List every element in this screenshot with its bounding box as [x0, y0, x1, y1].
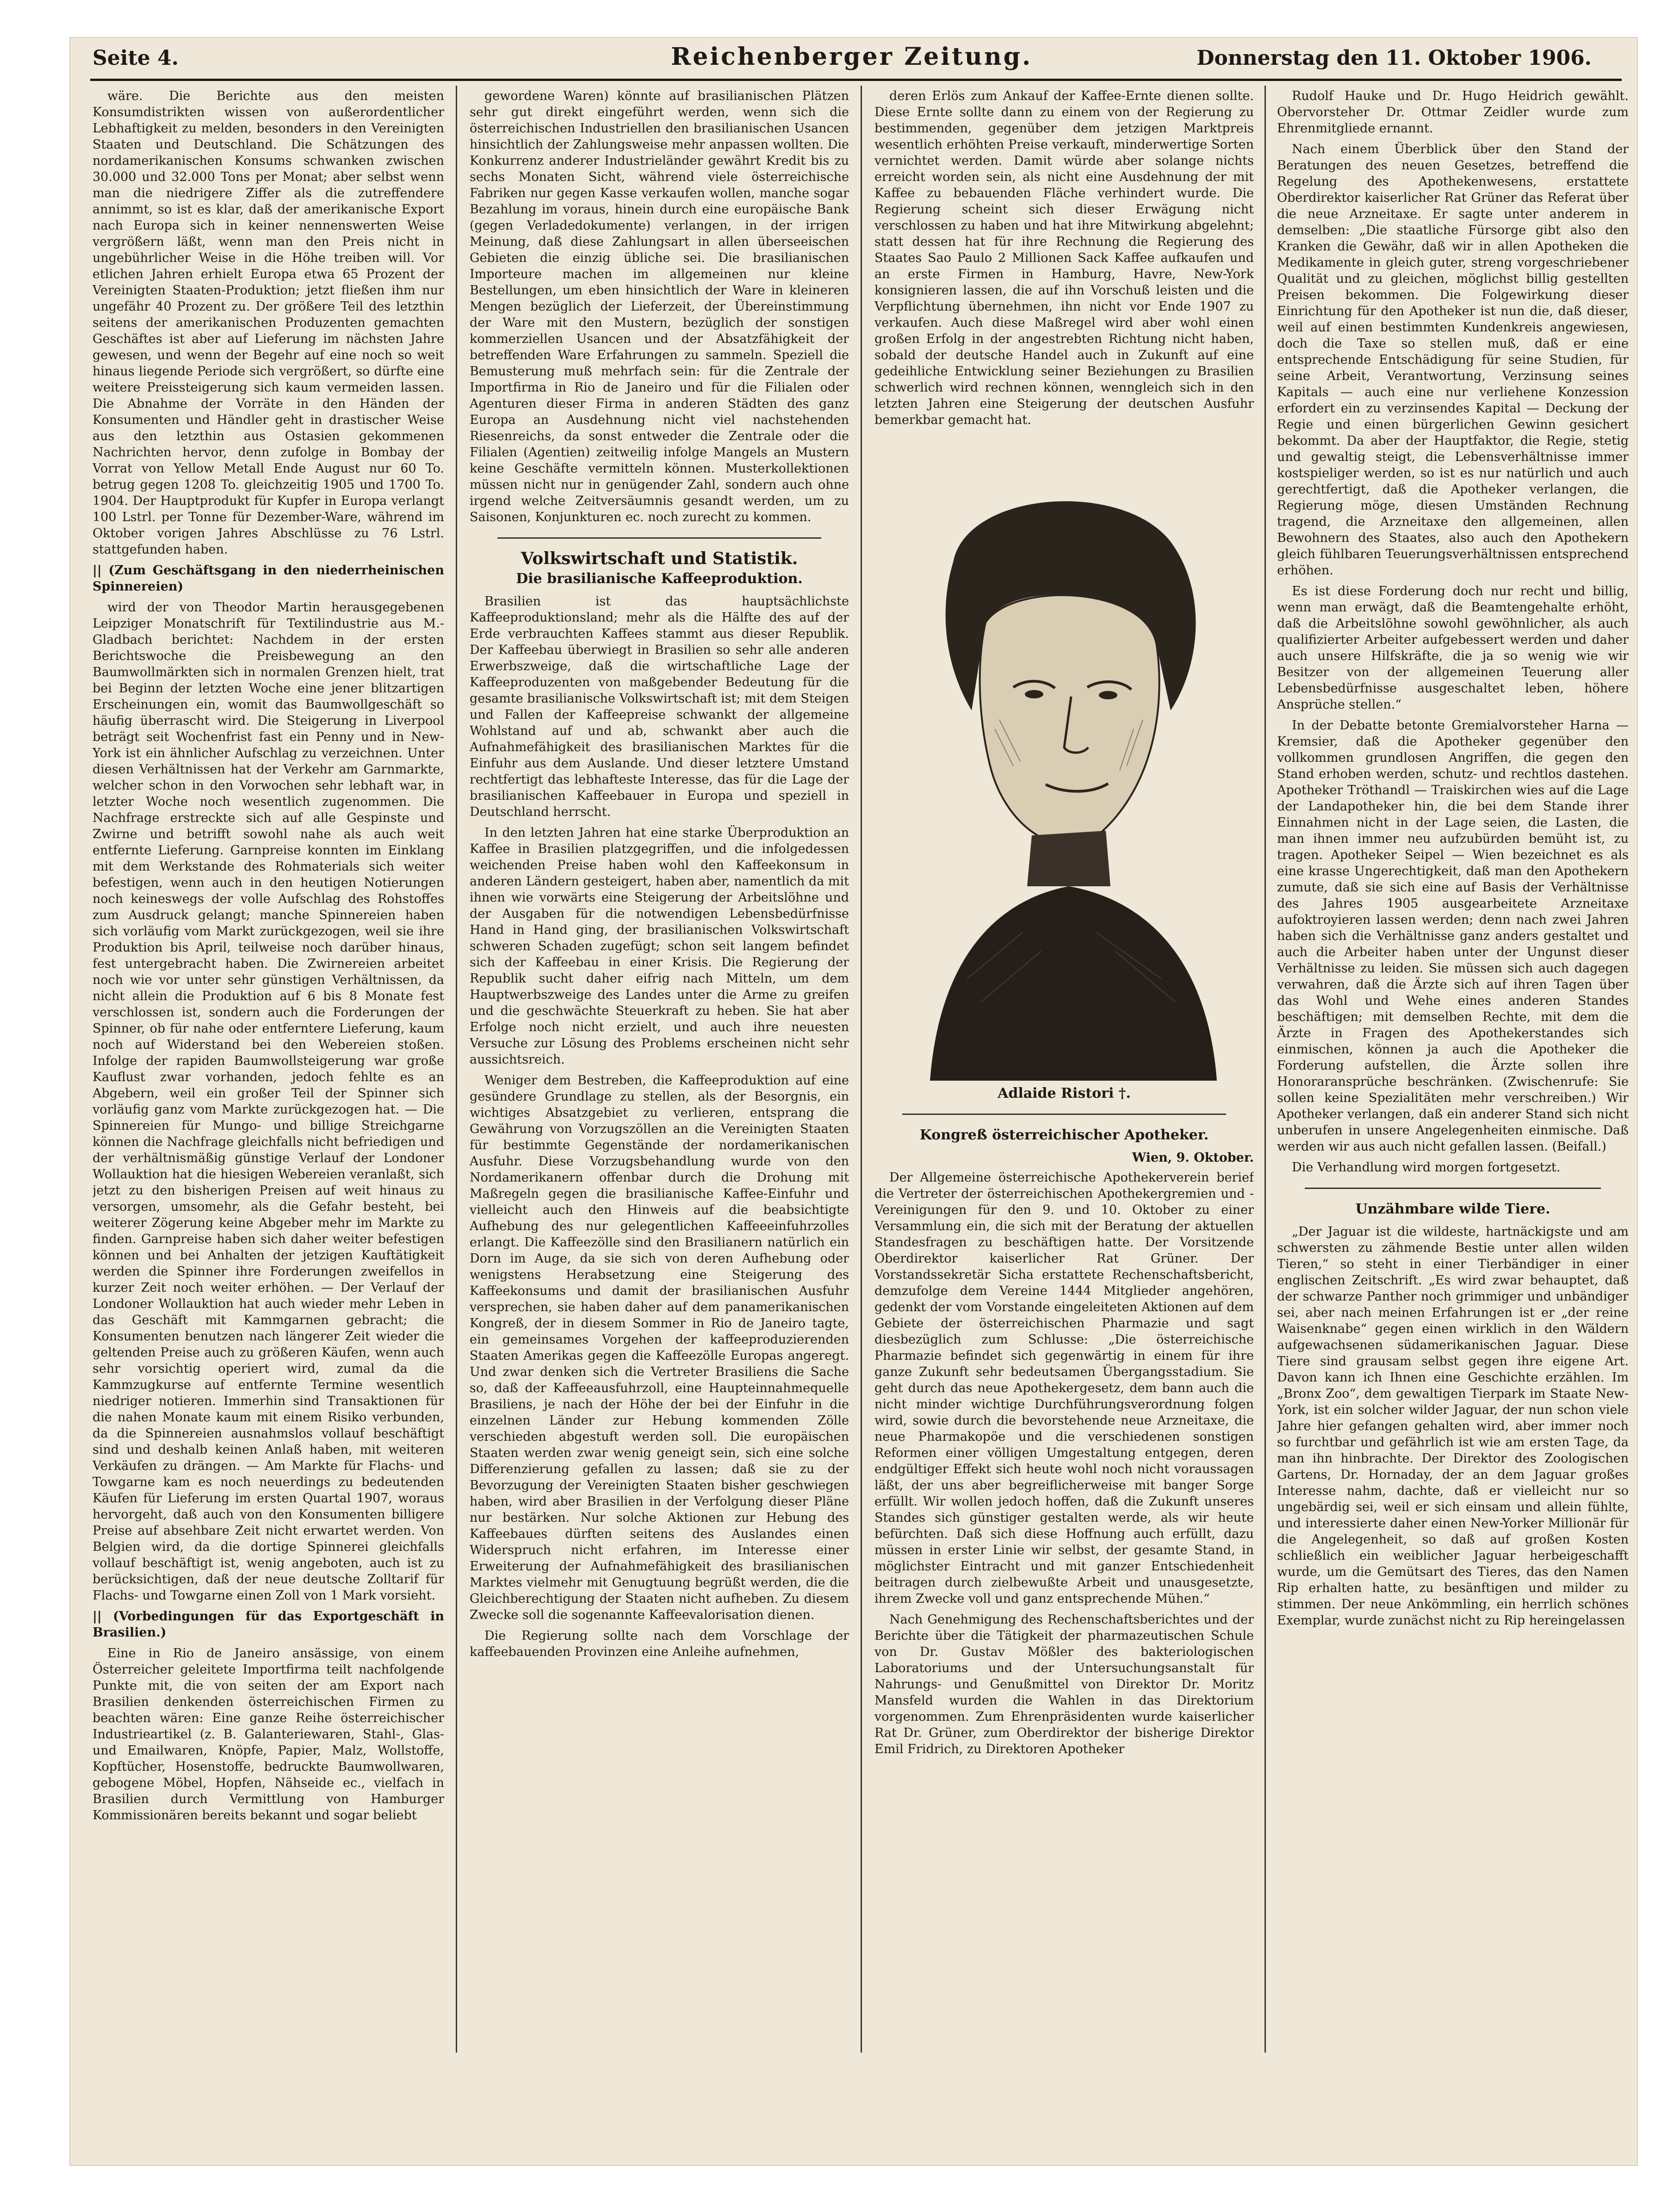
article-title: Die brasilianische Kaffeeproduktion.	[516, 571, 803, 587]
page-header	[93, 43, 1619, 75]
article-paragraph: Der Allgemeine österreichische Apothekerverein berief die Vertreter der österreichischen Apothekergremien und -Vereinigungen für den 9. und 10. Oktober zu einer Versammlung ein, die sich mit der Beratung der aktuellen Standesfragen zu beschäftigen hatte. Der Vorsitzende Oberdirektor kaiserlicher Rat Grüner. Der Vorstandssekretär Sicha erstattete Rechenschaftsbericht, demzufolge dem Vereine 1444 Mitglieder angehören, gedenkt der vom Vorstande eingeleiteten Aktionen auf dem Gebiete der österreichischen Pharmazie und sagt diesbezüglich zum Schlusse: „Die österreichische Pharmazie befindet sich gegenwärtig in einem für ihre ganze Zukunft sehr bedeutsamen Übergangsstadium. Sie geht durch das neue Apothekergesetz, dem bann auch die nicht minder wichtige Durchführungsverordnung folgen wird, sowie durch die bevorstehende neue Arzneitaxe, die neue Pharmakopöe und die verschiedenen sonstigen Reformen einer völligen Umgestaltung entgegen, deren endgültiger Effekt sich heute wohl noch nicht voraussagen läßt, der uns aber begreiflicherweise mit banger Sorge erfüllt. Wir wollen jedoch hoffen, daß die Zukunft unseres Standes sich günstiger gestalten werde, als wir heute befürchten. Daß sich diese Hoffnung auch erfüllt, dazu müssen in erster Linie wir selbst, der gesamte Stand, in möglichster Eintracht und mit ganzer Entschiedenheit beitragen durch zielbewußte Arbeit und unausgesetzte, ihrem Zwecke voll und ganz entsprechende Mühen.“	[874, 1170, 1254, 1606]
column-1	[93, 88, 444, 2050]
article-paragraph: In den letzten Jahren hat eine starke Überproduktion an Kaffee in Brasilien platzgegriffen, und die infolgedessen weichenden Preise haben wohl den Kaffeekonsum in anderen Ländern gesteigert, haben aber, namentlich da mit ihnen wie vorwärts eine Steigerung der Arbeitslöhne und der Ausgaben für die notwendigen Lebensbedürfnisse Hand in Hand ging, der brasilianischen Volkswirtschaft schweren Schaden zugefügt; schon seit langem befindet sich der Kaffeebau in einer Krisis. Die Regierung der Republik sucht daher eifrig nach Mitteln, um dem Hauptwerbszweige des Landes unter die Arme zu greifen und die geschwächte Steuerkraft zu heben. Sie hat aber Erfolge noch nicht erzielt, und auch ihre neuesten Versuche zur Lösung des Problems erscheinen nicht sehr aussichtsreich.	[470, 826, 849, 1067]
article-heading: || (Vorbedingungen für das Exportgeschäft in Brasilien.)	[93, 1609, 444, 1640]
issue-date: Donnerstag den 11. Oktober 1906.	[1196, 46, 1592, 70]
article-paragraph: Brasilien ist das hauptsächlichste Kaffeeproduktionsland; mehr als die Hälfte des auf der Erde verbrauchten Kaffees stammt aus dieser Republik. Der Kaffeebau überwiegt in Brasilien so sehr alle anderen Erwerbszweige, daß die wirtschaftliche Lage der Kaffeeproduzenten von maßgebender Bedeutung für die gesamte brasilianische Volkswirtschaft ist; mit dem Steigen und Fallen der Kaffeepreise schwankt der allgemeine Wohlstand auf und ab, schwankt aber auch die Aufnahmefähigkeit des brasilianischen Marktes für die Einfuhr aus dem Auslande. Und dieser letztere Umstand rechtfertigt das lebhafteste Interesse, das für die Lage der brasilianischen Kaffeebauer in Europa und speziell in Deutschland herrscht.	[470, 594, 849, 819]
column-divider	[456, 86, 457, 2053]
page-label: Seite 4.	[93, 46, 179, 70]
article-paragraph: Weniger dem Bestreben, die Kaffeeproduktion auf eine gesündere Grundlage zu stellen, als der Besorgnis, ein wichtiges Absatzgebiet zu verlieren, entsprang die Gewährung von Vorzugszöllen an die Vereinigten Staaten für bestimmte Gegenstände der nordamerikanischen Ausfuhr. Diese Vorzugsbehandlung wurde von den Nordamerikanern offenbar durch die Drohung mit Maßregeln gegen die brasilianische Kaffee-Einfuhr und vielleicht auch den Hinweis auf die beabsichtigte Aufhebung des nur gelegentlichen Kaffeeeinfuhrzolles erlangt. Die Kaffeezölle sind den Brasilianern natürlich ein Dorn im Auge, da sie sich von deren Aufhebung oder wenigstens Herabsetzung eine Steigerung des Kaffeekonsums und damit der brasilianischen Ausfuhr versprechen, sie haben daher auf dem panamerikanischen Kongreß, der in diesem Sommer in Rio de Janeiro tagte, ein gemeinsames Vorgehen der kaffeeproduzierenden Staaten Amerikas gegen die Kaffeezölle Europas angeregt. Und zwar denken sich die Vertreter Brasiliens die Sache so, daß der Kaffeeausfuhrzoll, eine Haupteinnahmequelle Brasiliens, je nach der Höhe der bei der Einfuhr in die einzelnen Länder zur Hebung kommenden Zölle verschieden abgestuft werden soll. Die europäischen Staaten werden zwar wenig geneigt sein, sich eine solche Differenzierung gefallen zu lassen; daß sie zu der Bevorzugung der Vereinigten Staaten bisher geschwiegen haben, wird aber Brasilien in der Verfolgung dieser Pläne nur bestärken. Nur solche Aktionen zur Hebung des Kaffeebaues dürften seitens des Auslandes einen Widerspruch nicht erfahren, im Interesse einer Erweiterung der Aufnahmefähigkeit des brasilianischen Marktes vielmehr mit Genugtuung begrüßt werden, die die Gleichberechtigung der Staaten nicht aufheben. Zu diesem Zwecke soll die sogenannte Kaffeevalorisation dienen.	[470, 1073, 849, 1622]
article-paragraph: In der Debatte betonte Gremialvorsteher Harna — Kremsier, daß die Apotheker gegenüber den vollkommen grundlosen Angriffen, die gegen den Stand erhoben werden, schutz- und rechtlos dastehen. Apotheker Tröthandl — Traiskirchen wies auf die Lage der Landapotheker hin, die bei dem Stande ihrer Einnahmen nicht in der Lage seien, die Lasten, die man ihnen immer neu aufzubürden bemüht ist, zu tragen. Apotheker Seipel — Wien bezeichnet es als eine krasse Ungerechtigkeit, daß man den Apothekern zumute, daß sie sich eine auf Basis der Verhältnisse des Jahres 1905 ausgearbeitete Arzneitaxe aufoktroyieren lassen werden; denn nach zwei Jahren haben sich die Verhältnisse ganz anders gestaltet und auch die Arbeiter haben unter der Ungunst dieser Verhältnisse zu leiden. Sie müssen sich auch dagegen verwahren, daß die Ärzte sich auf ihren Tagen über das Wohl und Wehe eines anderen Standes beschäftigen; mit demselben Rechte, mit dem die Ärzte in Fragen des Apothekerstandes sich einmischen, können ja auch die Apotheker die Forderung aufstellen, die Ärzte sollen ihre Honoraransprüche beschränken. (Zwischenrufe: Sie sollen keine Spezialitäten mehr verschreiben.) Wir Apotheker verlangen, daß ein anderer Stand sich nicht unberufen in unsere Angelegenheiten einmische. Daß werden wir aus auch nicht gefallen lassen. (Beifall.)	[1277, 718, 1629, 1154]
section-separator	[902, 1114, 1226, 1115]
article-paragraph: wird der von Theodor Martin herausgegebenen Leipziger Monatschrift für Textilindustrie aus M.-Gladbach berichtet: Nachdem in der ersten Berichtswoche die Preisbewegung an den Baumwollmärkten sich in normalen Grenzen hielt, trat bei Beginn der letzten Woche eine jener blitzartigen Erscheinungen ein, womit das Baumwollgeschäft so häufig überrascht wird. Die Steigerung in Liverpool beträgt seit Wochenfrist fast ein Penny und in New-York ist ein ähnlicher Aufschlag zu verzeichnen. Unter diesen Verhältnissen hat der Verkehr am Garnmarkte, welcher schon in den Vorwochen sehr lebhaft war, in letzter Woche noch wesentlich zugenommen. Die Nachfrage erstreckte sich auf alle Gespinste und Zwirne und betrifft sowohl nahe als auch weit entfernte Lieferung. Garnpreise konnten im Einklang mit dem Werkstande des Rohmaterials sich weiter befestigen, wenn auch in den heutigen Notierungen noch keineswegs der volle Aufschlag des Rohstoffes zum Ausdruck gelangt; manche Spinnereien haben sich vorläufig vom Markt zurückgezogen, weil sie ihre Produktion bis April, teilweise noch darüber hinaus, fest untergebracht haben. Die Zwirnereien arbeitet noch wie vor unter sehr günstigen Verhältnissen, da nicht allein die Produktion auf 6 bis 8 Monate fest verschlossen ist, sondern auch die Forderungen der Spinner, ob für nahe oder entferntere Lieferung, kaum noch auf Widerstand bei den Webereien stoßen. Infolge der rapiden Baumwollsteigerung war große Kauflust zwar vorhanden, jedoch fehlte es an Abgebern, weil ein großer Teil der Spinner sich vorläufig ganz vom Markte zurückgezogen hat. — Die Spinnereien für Mungo- und billige Streichgarne können die Nachfrage gleichfalls nicht befriedigen und der verhältnismäßig günstige Verlauf der Londoner Wollauktion hat die hiesigen Webereien veranlaßt, sich jetzt zu den bisherigen Preisen auf weit hinaus zu versorgen, umsomehr, als die Gefahr besteht, bei weiterer Zögerung keine Abgeber mehr im Markte zu finden. Garnpreise haben sich daher weiter befestigen können und bei Anhalten der jetzigen Kauftätigkeit werden die Spinner ihre Forderungen zweifellos in kurzer Zeit noch weiter erhöhen. — Der Verlauf der Londoner Wollauktion hat auch wieder mehr Leben in das Geschäft mit Kammgarnen gebracht; die Konsumenten benutzen nach längerer Zeit wieder die geltenden Preise auch zu größeren Käufen, wenn auch sehr vorsichtig operiert wird, zumal da die Kammzugkurse auf entfernte Termine wesentlich niedriger notieren. Immerhin sind Transaktionen für die nahen Monate kaum mit einem Risiko verbunden, da die Spinnereien ausnahmslos vollauf beschäftigt sind und deshalb keinen Anlaß haben, mit weiteren Verkäufen zu drängen. — Am Markte für Flachs- und Towgarne kam es noch neuerdings zu bedeutenden Käufen für Lieferung im ersten Quartal 1907, woraus hervorgeht, daß auch von den Konsumenten billigere Preise auf absehbare Zeit nicht erwartet werden. Von Belgien wird, da die dortige Spinnerei gleichfalls vollauf beschäftigt ist, wenig angeboten, auch ist zu berücksichtigen, daß der neue deutsche Zolltarif für Flachs- und Towgarne einen Zoll von 1 Mark vorsieht.	[93, 600, 444, 1603]
article-paragraph: „Der Jaguar ist die wildeste, hartnäckigste und am schwersten zu zähmende Bestie unter allen wilden Tieren,“ so steht in einer Tierbändiger in einer englischen Zeitschrift. „Es wird zwar behauptet, daß der schwarze Panther noch grimmiger und unbändiger sei, aber nach meinen Erfahrungen ist er „der reine Waisenknabe“ gegen einen wirklich in den Wäldern aufgewachsenen südamerikanischen Jaguar. Diese Tiere sind grausam selbst gegen ihre eigene Art. Davon kann ich Ihnen eine Geschichte erzählen. Im „Bronx Zoo“, dem gewaltigen Tierpark im Staate New-York, ist ein solcher wilder Jaguar, der nun schon viele Jahre hier gefangen gehalten wird, aber immer noch so furchtbar und gefährlich ist wie am ersten Tage, da man ihn hinbrachte. Der Direktor des Zoologischen Gartens, Dr. Hornaday, der an dem Jaguar großes Interesse nahm, dachte, daß er vielleicht nur so ungebärdig sei, weil er sich einsam und allein fühlte, und interessierte daher einen New-Yorker Millionär für die Angelegenheit, so daß auf großen Kosten schließlich ein weiblicher Jaguar herbeigeschafft wurde, um die Gemütsart des Tieres, das den Namen Rip erhalten hatte, zu besänftigen und milder zu stimmen. Der neue Ankömmling, ein herrlich schönes Exemplar, wurde zunächst nicht zu Rip hereingelassen	[1277, 1225, 1629, 1628]
section-separator	[497, 537, 821, 539]
article-paragraph: deren Erlös zum Ankauf der Kaffee-Ernte dienen sollte. Diese Ernte sollte dann zu einem von der Regierung zu bestimmenden, gegenüber dem jetzigen Marktpreis wesentlich erhöhten Preise verkauft, minderwertige Sorten vernichtet werden. Damit würde aber solange nichts erreicht worden sein, als nicht eine Ausdehnung der mit Kaffee zu bebauenden Fläche verhindert wurde. Die Regierung scheint sich dieser Erwägung nicht verschlossen zu haben und hat ihre Mitwirkung abgelehnt; statt dessen hat für ihre Rechnung die Regierung des Staates Sao Paulo 2 Millionen Sack Kaffee aufkaufen und an erste Firmen in Hamburg, Havre, New-York konsignieren lassen, die auf ihn Vorschuß leisten und die Verpflichtung übernehmen, ihn nicht vor Ende 1907 zu verkaufen. Auch diese Maßregel wird aber wohl einen großen Erfolg in der angestrebten Richtung nicht haben, sobald der deutsche Handel auch in Zukunft auf eine gedeihliche Entwicklung seiner Beziehungen zu Brasilien schwerlich wird rechnen können, wenngleich sich in den letzten Jahren eine Steigerung der deutschen Ausfuhr bemerkbar gemacht hat.	[874, 89, 1254, 427]
section-separator	[1305, 1188, 1601, 1189]
column-divider	[861, 86, 862, 2053]
column-divider	[1265, 86, 1266, 2053]
column-3	[874, 88, 1254, 2050]
article-paragraph: wäre. Die Berichte aus den meisten Konsumdistrikten wissen von außerordentlicher Lebhaftigkeit zu melden, besonders in den Vereinigten Staaten und Deutschland. Die Schätzungen des nordamerikanischen Konsums schwanken zwischen 30.000 und 32.000 Tons per Monat; aber selbst wenn man die niedrigere Ziffer als die zutreffendere annimmt, so ist es klar, daß der amerikanische Export nach Europa sich in keiner nennenswerten Weise vergrößern läßt, wenn man den Preis nicht in ungebührlicher Weise in die Höhe treiben will. Vor etlichen Jahren erhielt Europa etwa 65 Prozent der Vereinigten Staaten-Produktion; jetzt fließen ihm nur ungefähr 40 Prozent zu. Der größere Teil des letzthin seitens der amerikanischen Produzenten gemachten Geschäftes ist aber auf Lieferung im nächsten Jahre gewesen, und wenn der Begehr auf eine noch so weit hinaus liegende Periode sich vergrößert, so dürfte eine weitere Preissteigerung sich kaum vermeiden lassen. Die Abnahme der Vorräte in den Händen der Konsumenten und Händler geht in drastischer Weise aus den letzthin aus Ostasien gekommenen Nachrichten hervor, denn zufolge in Bombay der Vorrat von Yellow Metall Ende August nur 60 To. betrug gegen 1208 To. gleichzeitig 1905 und 1700 To. 1904. Der Hauptprodukt für Kupfer in Europa verlangt 100 Lstrl. per Tonne für Dezember-Ware, während im Oktober vorigen Jahres Abschlüsse zu 76 Lstrl. stattgefunden haben.	[93, 89, 444, 557]
newspaper-title: Reichenberger Zeitung.	[671, 43, 1033, 71]
header-rule	[90, 79, 1622, 81]
article-paragraph: Nach einem Überblick über den Stand der Beratungen des neuen Gesetzes, betreffend die Regelung des Apothekenwesens, erstattete Oberdirektor kaiserlicher Rat Grüner das Referat über die neue Arzneitaxe. Er sagte unter anderem in demselben: „Die staatliche Fürsorge gibt also den Kranken die Gewähr, daß wir in allen Apotheken die Medikamente in gleich guter, streng vorgeschriebener Qualität und zu gleichen, möglichst billig gestellten Preisen bekommen. Die Folgewirkung dieser Einrichtung für den Apotheker ist nun die, daß dieser, weil auf einen bestimmten Kundenkreis angewiesen, doch die Taxe so stellen muß, daß er eine entsprechende Entschädigung für seine Studien, für seine Arbeit, Verantwortung, Verzinsung seines Kapitals — auch eine nur verliehene Konzession erfordert ein zu verzinsendes Kapital — Deckung der Regie und einen bürgerlichen Gewinn gesichert bekommt. Da aber der Hauptfaktor, die Regie, stetig und gewaltig steigt, die Lebensverhältnisse immer kostspieliger werden, so ist es nur natürlich und auch gerechtfertigt, daß die Apotheker verlangen, die Regierung möge, diesen Umständen Rechnung tragend, die Arzneitaxe den allgemeinen, allen Bewohnern des Staates, also auch den Apothekern gleich fühlbaren Teuerungsverhältnissen entsprechend erhöhen.	[1277, 142, 1629, 578]
article-paragraph: Rudolf Hauke und Dr. Hugo Heidrich gewählt. Obervorsteher Dr. Ottmar Zeidler wurde zum Ehrenmitgliede ernannt.	[1277, 89, 1629, 136]
article-paragraph: Die Regierung sollte nach dem Vorschlage der kaffeebauenden Provinzen eine Anleihe aufnehmen,	[470, 1629, 849, 1659]
portrait-engraving	[874, 470, 1254, 1081]
section-title: Volkswirtschaft und Statistik.	[521, 549, 798, 568]
article-paragraph: Nach Genehmigung des Rechenschaftsberichtes und der Berichte über die Tätigkeit der pharmazeutischen Schule von Dr. Gustav Mößler des bakteriologischen Laboratoriums und der Untersuchungsanstalt für Nahrungs- und Genußmittel von Direktor Dr. Moritz Mansfeld wurden die Wahlen in das Direktorium vorgenommen. Zum Ehrenpräsidenten wurde kaiserlicher Rat Dr. Grüner, zum Oberdirektor der bisherige Direktor Emil Fridrich, zu Direktoren Apotheker	[874, 1612, 1254, 1756]
article-paragraph: Die Verhandlung wird morgen fortgesetzt.	[1292, 1160, 1561, 1175]
article-title: Kongreß österreichischer Apotheker.	[919, 1127, 1209, 1143]
article-paragraph: gewordene Waren) könnte auf brasilianischen Plätzen sehr gut direkt eingeführt werden, wenn sich die österreichischen Industriellen den brasilianischen Usancen hinsichtlich der Zahlungsweise mehr anpassen wollten. Die Konkurrenz anderer Industrieländer gewährt Kredit bis zu sechs Monaten Sicht, während viele österreichische Fabriken nur gegen Kasse verkaufen wollen, manche sogar Bezahlung im voraus, hinein durch eine europäische Bank (gegen Verladedokumente) verlangen, in der irrigen Meinung, daß diese Zahlungsart in allen überseeischen Gebieten die einzig übliche sei. Die brasilianischen Importeure machen im allgemeinen nur kleine Bestellungen, um eben hinsichtlich der Ware in kleineren Mengen bezüglich der Lieferzeit, der Übereinstimmung der Ware mit den Mustern, bezüglich der sonstigen kommerziellen Usancen und der Absatzfähigkeit der betreffenden Ware Erfahrungen zu sammeln. Speziell die Bemusterung muß mehrfach sein: für die Zentrale der Importfirma in Rio de Janeiro und für die Filialen oder Agenturen dieser Firma in anderen Städten des ganz Europa an Ausdehnung nicht viel nachstehenden Riesenreichs, da sonst entweder die Zentrale oder die Filialen (Agentien) zeitweilig infolge Mangels an Mustern keine Geschäfte vermitteln können. Musterkollektionen müssen nicht nur in genügender Zahl, sondern auch ohne irgend welche Zeitversäumnis gesandt werden, um zu Saisonen, Konjunkturen ec. noch zurecht zu kommen.	[470, 89, 849, 524]
article-heading: || (Zum Geschäftsgang in den niederrheinischen Spinnereien)	[93, 563, 444, 594]
column-2	[470, 88, 849, 2050]
dateline: Wien, 9. Oktober.	[1132, 1151, 1254, 1165]
portrait-illustration	[874, 470, 1254, 1081]
article-title: Unzähmbare wilde Tiere.	[1355, 1201, 1550, 1217]
portrait-caption: Adlaide Ristori †.	[998, 1085, 1131, 1101]
article-paragraph: Eine in Rio de Janeiro ansässige, von einem Österreicher geleitete Importfirma teilt nachfolgende Punkte mit, die von seiten der am Export nach Brasilien denkenden österreichischen Firmen zu beachten wären: Eine ganze Reihe österreichischer Industrieartikel (z. B. Galanteriewaren, Stahl-, Glas- und Emailwaren, Knöpfe, Papier, Malz, Wollstoffe, Kopftücher, Hosenstoffe, bedruckte Baumwollwaren, gebogene Möbel, Hopfen, Nähseide ec., vielfach in Brasilien durch Vermittlung von Hamburger Kommissionären bereits bekannt und sogar beliebt	[93, 1646, 444, 1823]
column-4	[1277, 88, 1629, 2050]
article-paragraph: Es ist diese Forderung doch nur recht und billig, wenn man erwägt, daß die Beamtengehalte erhöht, daß die Arbeitslöhne sowohl gewöhnlicher, als auch qualifizierter Arbeiter aufgebessert werden und daher auch unsere Hilfskräfte, die ja so wenig wie wir Besitzer von der allgemeinen Teuerung aller Lebensbedürfnisse ausgeschaltet leben, höhere Ansprüche stellen.“	[1277, 584, 1629, 712]
